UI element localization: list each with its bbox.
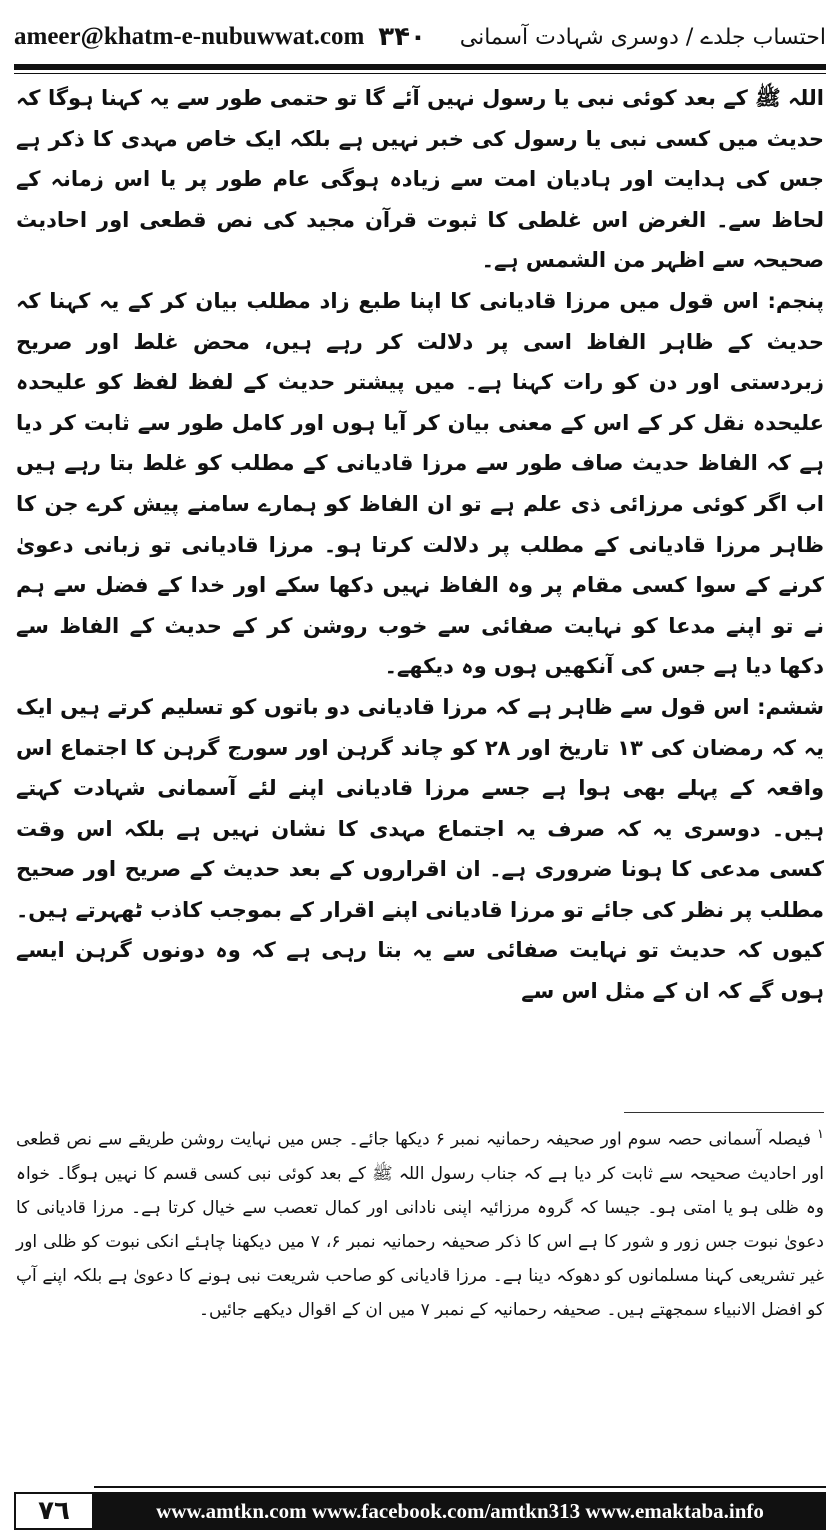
footnote-divider xyxy=(624,1112,824,1113)
page-header xyxy=(14,14,826,60)
paragraph: پنجم: اس قول میں مرزا قادیانی کا اپنا طبع زاد مطلب بیان کر کے یہ کہنا کہ حدیث کے ظاہر الفاظ اسی پر دلالت کر رہے ہیں، محض غلط اور صریح زبردستی اور دن کو رات کہنا ہے۔ میں پیشتر حدیث کے لفظ لفظ کو علیحدہ علیحدہ نقل کر کے اس کے معنی بیان کر آیا ہوں اور کامل طور سے ثابت کر دیا ہے کہ الفاظ حدیث صاف طور سے مرزا قادیانی کے مطلب کو غلط بتا رہے ہیں اب اگر کوئی مرزائی ذی علم ہے تو ان الفاظ کو ہمارے سامنے پیش کرے جن کا ظاہر مرزا قادیانی کے مطلب پر دلالت کرتا ہو۔ مرزا قادیانی تو زبانی دعویٰ کرنے کے سوا کسی مقام پر وہ الفاظ نہیں دکھا سکے اور خدا کے فضل سے ہم نے تو اپنے مدعا کو نہایت صفائی سے خوب روشن کر کے حدیث کے الفاظ سے دکھا دیا ہے جس کی آنکھیں ہوں وہ دیکھے۔ xyxy=(16,288,824,679)
main-text xyxy=(16,78,824,1012)
footnote-paragraph xyxy=(16,1118,824,1327)
header-page-number: ۳۴۰ xyxy=(378,22,426,52)
footnote-marker: ۱ xyxy=(817,1127,824,1142)
page-footer xyxy=(14,1492,826,1530)
header-divider xyxy=(14,64,826,74)
paragraph: اللہ ﷺ کے بعد کوئی نبی یا رسول نہیں آئے گا تو حتمی طور سے یہ کہنا ہوگا کہ حدیث میں کسی نبی یا رسول کی خبر نہیں ہے بلکہ ایک خاص مہدی کا ذکر ہے جس کی ہدایت اور ہادیان امت سے زیادہ ہوگی عام طور پر یا اس زمانہ کے لحاظ سے۔ الغرض اس غلطی کا ثبوت قرآن مجید کی نص قطعی اور احادیث صحیحہ سے اظہر من الشمس ہے۔ xyxy=(16,86,824,273)
footnote xyxy=(16,1118,824,1327)
header-left xyxy=(14,22,426,52)
header-title: احتساب جلدے / دوسری شہادت آسمانی xyxy=(459,24,826,50)
header-email[interactable]: ameer@khatm-e-nubuwwat.com xyxy=(14,23,365,50)
footer-links[interactable]: www.amtkn.com www.facebook.com/amtkn313 www.emaktaba.info xyxy=(94,1492,826,1530)
footnote-text: فیصلہ آسمانی حصہ سوم اور صحیفہ رحمانیہ نمبر ۶ دیکھا جائے۔ جس میں نہایت روشن طریقے سے نص قطعی اور احادیث صحیحہ سے ثابت کر دیا ہے کہ جناب رسول اللہ ﷺ کے بعد کوئی نبی کسی قسم کا نہیں ہوگا۔ خواہ وہ ظلی ہو یا امتی ہو۔ جیسا کہ گروہ مرزائیہ اپنی نادانی اور کمال تعصب سے خیال کرتا ہے۔ مرزا قادیانی کا دعویٰ نبوت جس زور و شور کا ہے اس کا ذکر صحیفہ رحمانیہ نمبر ۶، ۷ میں دیکھنا چاہئے انکی نبوت کو ظلی اور غیر تشریعی کہنا مسلمانوں کو دھوکہ دینا ہے۔ مرزا قادیانی کو صاحب شریعت نبی ہونے کا دعویٰ ہے بلکہ اپنے آپ کو افضل الانبیاء سمجھتے ہیں۔ صحیفہ رحمانیہ کے نمبر ۷ میں ان کے اقوال دیکھے جائیں۔ xyxy=(16,1129,825,1320)
footer-page-number: ۷٦ xyxy=(14,1492,94,1530)
paragraph: ششم: اس قول سے ظاہر ہے کہ مرزا قادیانی دو باتوں کو تسلیم کرتے ہیں ایک یہ کہ رمضان کی ۱۳ تاریخ اور ۲۸ کو چاند گرہن اور سورج گرہن کا اجتماع اس واقعہ کے پہلے بھی ہوا ہے جسے مرزا قادیانی اپنے لئے آسمانی شہادت کہتے ہیں۔ دوسری یہ کہ صرف یہ اجتماع مہدی کا نشان نہیں ہے بلکہ اس وقت کسی مدعی کا ہونا ضروری ہے۔ ان اقراروں کے بعد حدیث کے صریح اور صحیح مطلب پر نظر کی جائے تو مرزا قادیانی اپنے اقرار کے بموجب کاذب ٹھہرتے ہیں۔ کیوں کہ حدیث تو نہایت صفائی سے یہ بتا رہی ہے کہ وہ دونوں گرہن ایسے ہوں گے کہ ان کے مثل اس سے xyxy=(16,694,824,1004)
footer-divider xyxy=(94,1486,826,1488)
